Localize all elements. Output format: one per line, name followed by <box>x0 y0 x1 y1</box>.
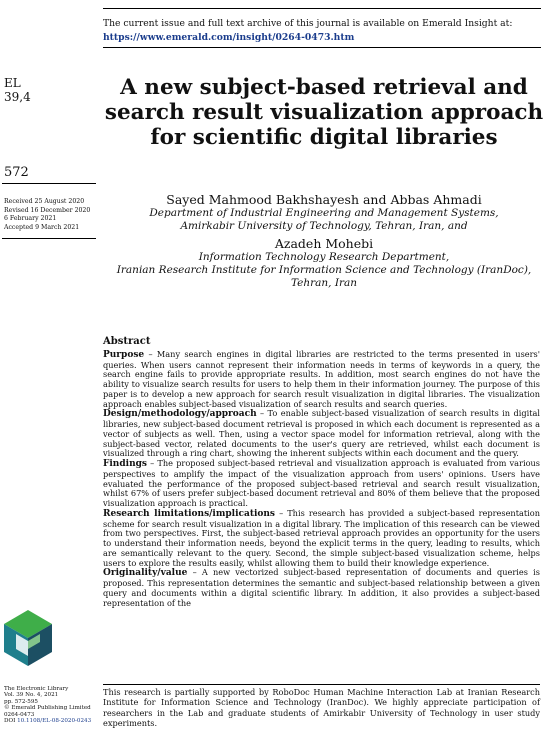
section-label: Findings <box>103 459 147 469</box>
section-label: Research limitations/implications <box>103 508 276 519</box>
section-text: – This research has provided a subject-based representation scheme for search result visualization in a digital library. The implication of this research can be viewed from two perspectives. First, the subject-based retrieval approach provides an opportunity for the users to understand their information needs, beyond the explicit terms in the query, leading to results, which are semantically relevant to the query. Second, the simple subject-based visualization scheme, helps users to explore the results easily, whilst allowing them to build their knowledge experience. <box>103 507 540 568</box>
section-label: Originality/value <box>103 568 188 579</box>
abstract-findings <box>103 459 540 509</box>
abstract-heading: Abstract <box>103 336 151 347</box>
journal-copyright: © Emerald Publishing Limited <box>4 705 91 712</box>
author-names-1: Sayed Mahmood Bakhshayesh and Abbas Ahmadi <box>166 192 482 207</box>
doi-link[interactable]: 10.1108/EL-08-2020-0243 <box>17 718 92 725</box>
abstract-purpose <box>103 350 540 410</box>
volume-issue: 39,4 <box>4 90 31 104</box>
abstract-limitations <box>103 509 540 569</box>
doi-label: DOI <box>4 718 18 725</box>
date-revised: Revised 16 December 2020 <box>4 206 91 214</box>
access-notice <box>103 8 541 48</box>
journal-issn: 0264-0473 <box>4 711 35 718</box>
section-text: – A new vectorized subject-based representation of documents and queries is proposed. This representation determines the semantic and subject-based relationship between a given query and documents within a digital scientific library. In addition, it also provides a subject-based representation of the <box>103 567 540 608</box>
section-text: – Many search engines in digital libraries are restricted to the terms presented in users' queries. When users cannot represent their information needs in terms of keywords in a query, the search engine fails to provide appropriate results. In addition, most search engines do not have the ability to visualize search results for users to help them in their information journey. The purpose of this paper is to develop a new approach for search result visualization in digital libraries. The visualization approach enables subject-based visualization of search results and search queries. <box>103 348 540 409</box>
date-revised-2: 6 February 2021 <box>4 215 57 223</box>
affiliation-2-line1: Information Technology Research Department, <box>198 251 450 263</box>
affiliation-1-line2: Amirkabir University of Technology, Tehran, Iran, and <box>180 220 468 232</box>
journal-info <box>4 686 91 724</box>
abstract <box>103 337 540 608</box>
affiliation-2-line3: Tehran, Iran <box>290 277 358 289</box>
section-label: Purpose <box>103 349 145 360</box>
left-divider <box>2 183 96 184</box>
left-divider-2 <box>2 238 96 239</box>
journal-code: EL <box>4 76 21 90</box>
emerald-logo-icon <box>2 608 54 680</box>
journal-pages: pp. 572-595 <box>4 698 38 705</box>
journal-volume-block <box>4 76 31 104</box>
access-notice-text: The current issue and full text archive of this journal is available on Emerald Insight at: <box>103 18 513 29</box>
abstract-design <box>103 409 540 459</box>
section-text: – To enable subject-based visualization of search results in digital libraries, new subject-based document retrieval is proposed in which each document is represented as a vector of subjects as well. Then, using a vector space model for information retrieval, along with the subject-based vector, related documents to the user's query are retrieved, whilst each document is visualized through a ring chart, showing the inherent subjects within each document and the query. <box>103 408 540 459</box>
section-text: – The proposed subject-based retrieval and visualization approach is evaluated from various perspectives to amplify the impact of the visualization approach from users' opinions. Users have evaluated the performance of the proposed subject-based retrieval and search result visualization, whilst 67% of users prefer subject-based document retrieval and 80% of them believe that the proposed visualization approach is practical. <box>103 458 540 508</box>
received-dates <box>4 198 90 232</box>
affiliation-1-line1: Department of Industrial Engineering and Management Systems, <box>149 207 499 219</box>
acknowledgement-footnote: This research is partially supported by RoboDoc Human Machine Interaction Lab at Iranian Research Institute for Information Science and Technology (IranDoc). We highly appreciate participation of researchers in the Lab and graduate students of Amirkabir University of Technology in user study experiments. <box>103 684 540 728</box>
journal-url-link[interactable]: https://www.emerald.com/insight/0264-0473.htm <box>103 32 355 43</box>
page-number: 572 <box>4 165 29 180</box>
abstract-originality <box>103 568 540 608</box>
author-names-2: Azadeh Mohebi <box>274 236 374 251</box>
journal-doi-line <box>4 718 91 724</box>
journal-name: The Electronic Library <box>4 686 69 692</box>
paper-title: A new subject-based retrieval and search result visualization approach for scientific digital libraries <box>104 75 544 150</box>
date-accepted: Accepted 9 March 2021 <box>4 223 80 231</box>
journal-vol: Vol. 39 No. 4, 2021 <box>4 692 59 699</box>
section-label: Design/methodology/approach <box>103 409 257 420</box>
author-block <box>100 192 548 290</box>
date-received: Received 25 August 2020 <box>4 198 85 205</box>
affiliation-2-line2: Iranian Research Institute for Information Science and Technology (IranDoc), <box>116 264 532 276</box>
